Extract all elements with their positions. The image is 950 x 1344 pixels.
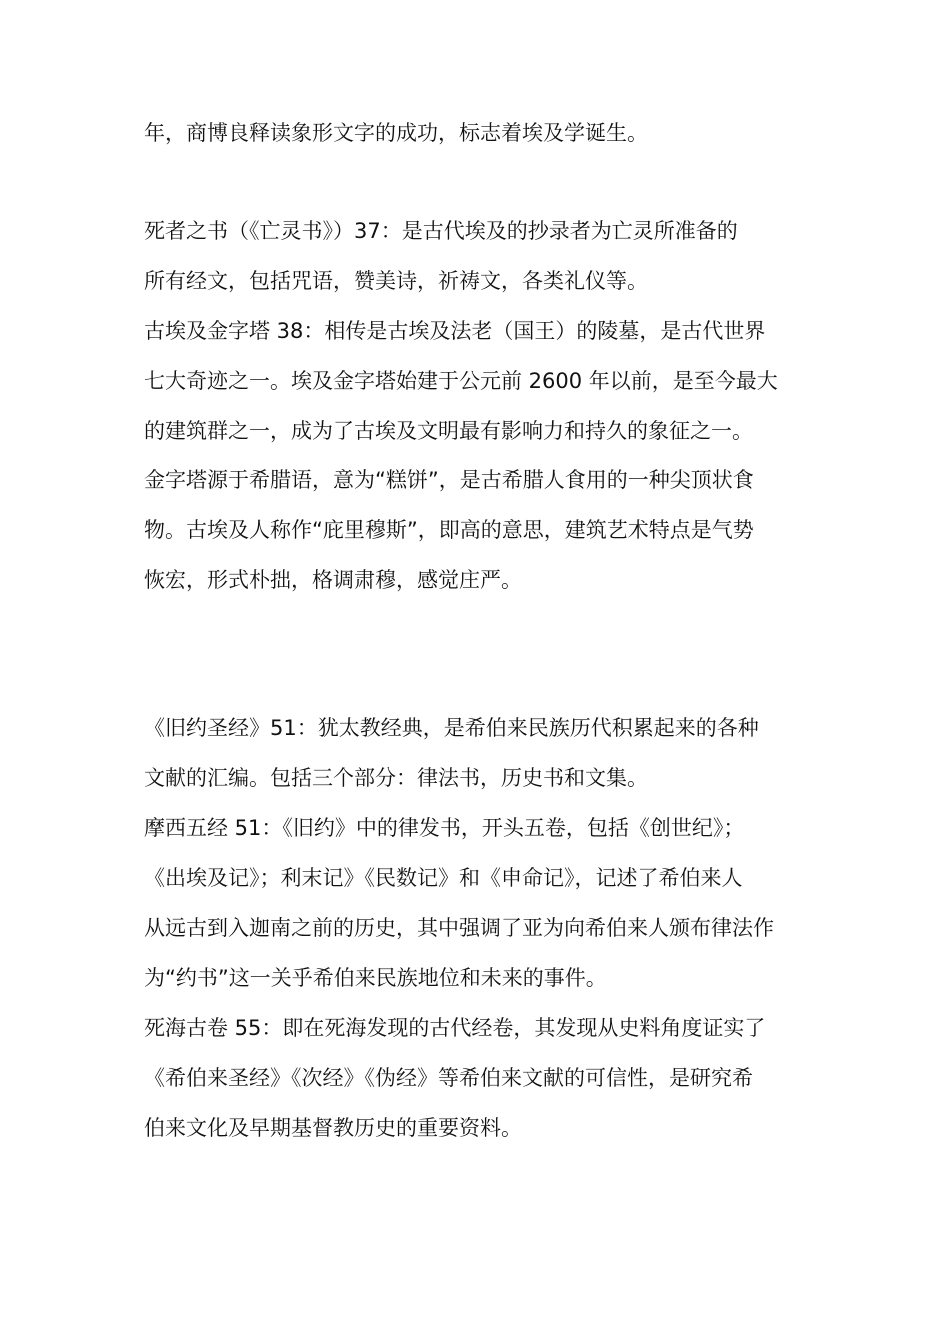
text-line: 《出埃及记》；利末记》《民数记》和《申命记》，记述了希伯来人 — [144, 866, 743, 890]
text-line: 《希伯来圣经》《次经》《伪经》等希伯来文献的可信性，是研究希 — [144, 1066, 753, 1090]
text-line: 恢宏，形式朴拙，格调肃穆，感觉庄严。 — [144, 568, 522, 592]
text-line: 文献的汇编。包括三个部分：律法书，历史书和文集。 — [144, 766, 648, 790]
text-line: 死者之书（《亡灵书》）37：是古代埃及的抄录者为亡灵所准备的 — [144, 219, 738, 243]
text-line: 摩西五经 51：《旧约》中的律发书，开头五卷，包括《创世纪》； — [144, 816, 745, 840]
text-line: 年，商博良释读象形文字的成功，标志着埃及学诞生。 — [144, 121, 648, 145]
text-line: 所有经文，包括咒语，赞美诗，祈祷文，各类礼仪等。 — [144, 269, 648, 293]
text-line: 伯来文化及早期基督教历史的重要资料。 — [144, 1116, 522, 1140]
text-line: 金字塔源于希腊语，意为“糕饼”，是古希腊人食用的一种尖顶状食 — [144, 468, 754, 492]
text-line: 七大奇迹之一。埃及金字塔始建于公元前 2600 年以前，是至今最大 — [144, 369, 778, 393]
text-line: 物。古埃及人称作“庇里穆斯”，即高的意思，建筑艺术特点是气势 — [144, 518, 754, 542]
text-line: 死海古卷 55：即在死海发现的古代经卷，其发现从史料角度证实了 — [144, 1016, 766, 1040]
text-line: 古埃及金字塔 38：相传是古埃及法老（国王）的陵墓，是古代世界 — [144, 319, 766, 343]
text-line: 从远古到入迦南之前的历史，其中强调了亚为向希伯来人颁布律法作 — [144, 916, 774, 940]
text-line: 的建筑群之一，成为了古埃及文明最有影响力和持久的象征之一。 — [144, 419, 753, 443]
text-line: 《旧约圣经》51：犹太教经典，是希伯来民族历代积累起来的各种 — [144, 716, 759, 740]
text-line: 为“约书”这一关乎希伯来民族地位和未来的事件。 — [144, 966, 607, 990]
